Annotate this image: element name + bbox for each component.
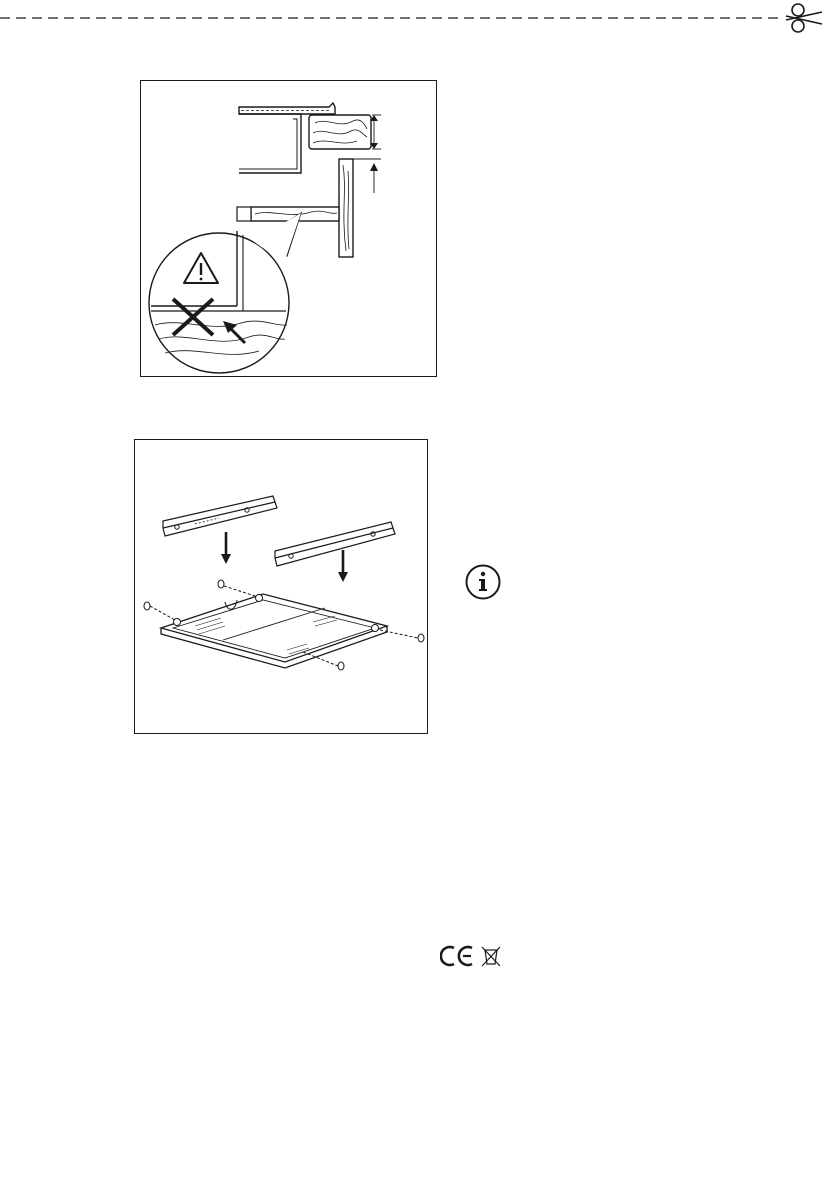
worktop-section-drawing bbox=[141, 81, 438, 378]
installation-figure-2 bbox=[134, 439, 428, 734]
bracket-assembly-drawing bbox=[135, 440, 429, 735]
info-icon bbox=[464, 563, 502, 601]
cut-line bbox=[0, 0, 839, 40]
scissors-icon bbox=[786, 4, 822, 32]
ce-mark-icon bbox=[440, 944, 504, 968]
installation-figure-1 bbox=[140, 80, 437, 377]
crossed-bin-icon bbox=[482, 947, 500, 966]
